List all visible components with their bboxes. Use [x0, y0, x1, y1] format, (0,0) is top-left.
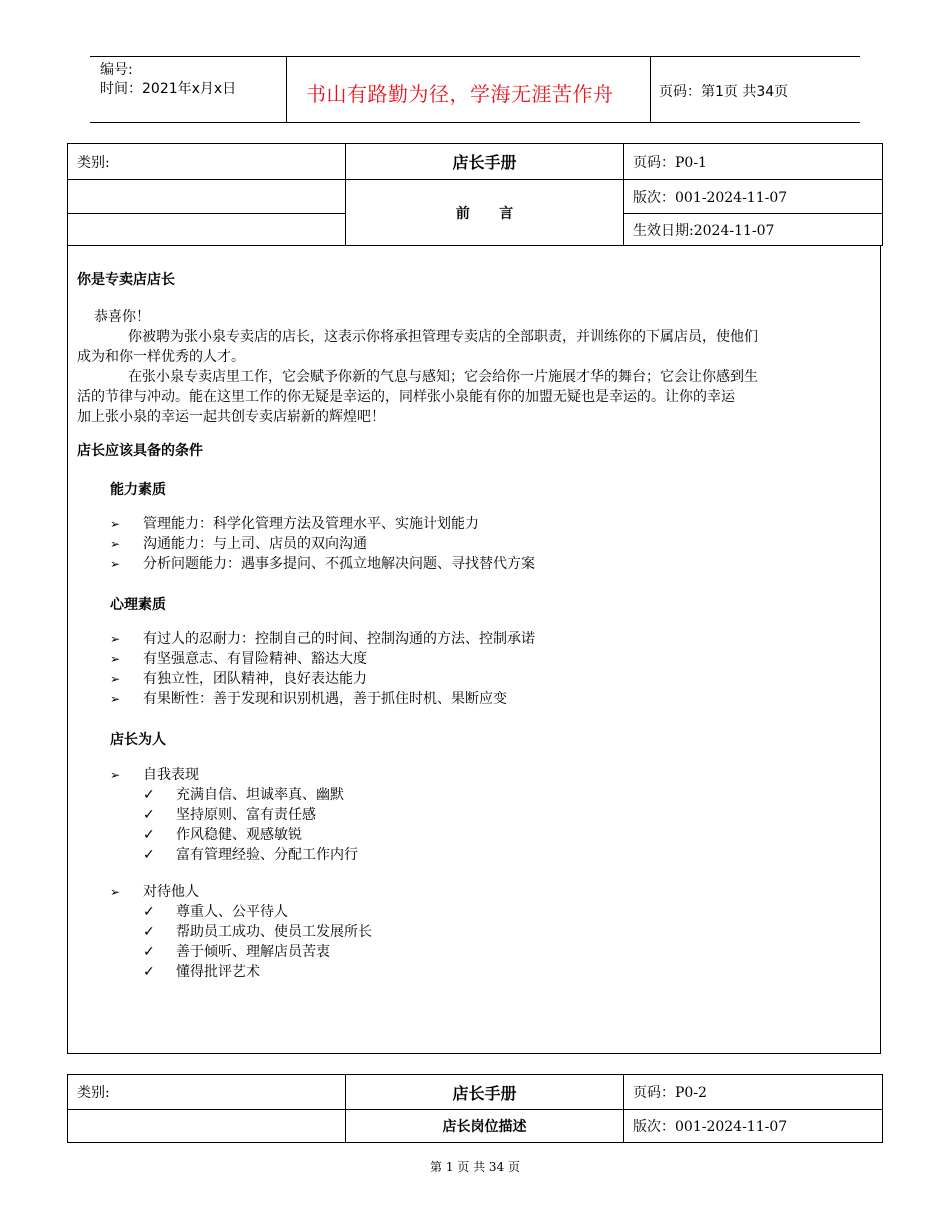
header-number-label: 编号: — [100, 62, 133, 78]
header-page-indicator: 页码：第1页 共34页 — [659, 84, 789, 100]
header-divider-left — [286, 57, 287, 122]
page-code: 页码：P0-2 — [624, 1075, 883, 1110]
page-footer: 第 1 页 共 34 页 — [430, 1160, 520, 1174]
handbook-title: 店长手册 — [346, 1075, 624, 1110]
blank-cell-2 — [68, 214, 346, 246]
list-item: ➢ 有果断性：善于发现和识别机遇，善于抓住时机、果断应变 — [110, 691, 507, 707]
para1-line1: 你被聘为张小泉专卖店的店长，这表示你将承担管理专卖店的全部职责，并训练你的下属店员，使他们 — [128, 329, 758, 345]
list-item: ✓ 富有管理经验、分配工作内行 — [143, 847, 358, 863]
checkmark-bullet-icon: ✓ — [143, 827, 155, 843]
para1-line2: 成为和你一样优秀的人才。 — [77, 349, 245, 365]
header-bottom-rule — [90, 122, 860, 123]
list-item: ➢ 沟通能力：与上司、店员的双向沟通 — [110, 536, 367, 552]
header-time-label: 时间：2021年x月x日 — [100, 81, 237, 97]
arrowhead-bullet-icon: ➢ — [110, 692, 121, 706]
arrowhead-bullet-icon: ➢ — [110, 652, 121, 666]
category-cell — [68, 1075, 346, 1110]
list-item: ➢ 有坚强意志、有冒险精神、豁达大度 — [110, 651, 367, 667]
blank-cell-1 — [68, 180, 346, 214]
arrowhead-bullet-icon: ➢ — [110, 632, 121, 646]
subheading-psych: 心理素质 — [110, 597, 166, 613]
handbook-header-table-2 — [67, 1074, 883, 1143]
header-motto: 书山有路勤为径，学海无涯苦作舟 — [306, 82, 614, 106]
list-item: ➢ 有独立性，团队精神，良好表达能力 — [110, 671, 367, 687]
header-top-rule — [90, 56, 860, 57]
list-item: ✓ 充满自信、坦诚率真、幽默 — [143, 787, 344, 803]
checkmark-bullet-icon: ✓ — [143, 847, 155, 863]
para2-line3: 加上张小泉的幸运一起共创专卖店崭新的辉煌吧！ — [77, 409, 385, 425]
category-label: 类别: — [77, 154, 110, 171]
arrowhead-bullet-icon: ➢ — [110, 768, 121, 782]
checkmark-bullet-icon: ✓ — [143, 964, 155, 980]
heading-intro: 你是专卖店店长 — [77, 272, 175, 288]
version: 版次：001-2024-11-07 — [624, 1110, 883, 1143]
arrowhead-bullet-icon: ➢ — [110, 517, 121, 531]
handbook-header-table — [67, 143, 883, 246]
checkmark-bullet-icon: ✓ — [143, 807, 155, 823]
handbook-title: 店长手册 — [346, 144, 624, 180]
section-title: 店长岗位描述 — [346, 1110, 624, 1143]
list-item: ➢ 分析问题能力：遇事多提问、不孤立地解决问题、寻找替代方案 — [110, 556, 535, 572]
page-code: 页码：P0-1 — [624, 144, 883, 180]
list-item: ➢ 对待他人 — [110, 884, 199, 900]
checkmark-bullet-icon: ✓ — [143, 944, 155, 960]
heading-conditions: 店长应该具备的条件 — [77, 443, 203, 459]
list-item: ✓ 作风稳健、观感敏锐 — [143, 827, 302, 843]
content-box — [67, 246, 881, 1054]
list-item: ✓ 善于倾听、理解店员苦衷 — [143, 944, 330, 960]
arrowhead-bullet-icon: ➢ — [110, 557, 121, 571]
arrowhead-bullet-icon: ➢ — [110, 672, 121, 686]
category-label: 类别: — [77, 1085, 110, 1101]
effective-date: 生效日期:2024-11-07 — [624, 214, 883, 246]
subheading-person: 店长为人 — [110, 732, 166, 748]
blank-cell — [68, 1110, 346, 1143]
checkmark-bullet-icon: ✓ — [143, 787, 155, 803]
arrowhead-bullet-icon: ➢ — [110, 537, 121, 551]
list-item: ➢ 管理能力：科学化管理方法及管理水平、实施计划能力 — [110, 516, 479, 532]
arrowhead-bullet-icon: ➢ — [110, 885, 121, 899]
greeting: 恭喜你！ — [94, 309, 150, 325]
list-item: ✓ 帮助员工成功、使员工发展所长 — [143, 924, 372, 940]
para2-line1: 在张小泉专卖店里工作，它会赋予你新的气息与感知；它会给你一片施展才华的舞台；它会让你感到生 — [128, 369, 758, 385]
subheading-ability: 能力素质 — [110, 482, 166, 498]
version: 版次：001-2024-11-07 — [624, 180, 883, 214]
para2-line2: 活的节律与冲动。能在这里工作的你无疑是幸运的，同样张小泉能有你的加盟无疑也是幸运的。让你的幸运 — [77, 389, 735, 405]
header-divider-right — [650, 57, 651, 122]
list-item: ✓ 坚持原则、富有责任感 — [143, 807, 316, 823]
list-item: ✓ 尊重人、公平待人 — [143, 904, 288, 920]
checkmark-bullet-icon: ✓ — [143, 924, 155, 940]
checkmark-bullet-icon: ✓ — [143, 904, 155, 920]
list-item: ➢ 自我表现 — [110, 767, 199, 783]
list-item: ✓ 懂得批评艺术 — [143, 964, 260, 980]
list-item: ➢ 有过人的忍耐力：控制自己的时间、控制沟通的方法、控制承诺 — [110, 631, 535, 647]
category-cell — [68, 144, 346, 180]
section-title: 前 言 — [346, 180, 624, 246]
